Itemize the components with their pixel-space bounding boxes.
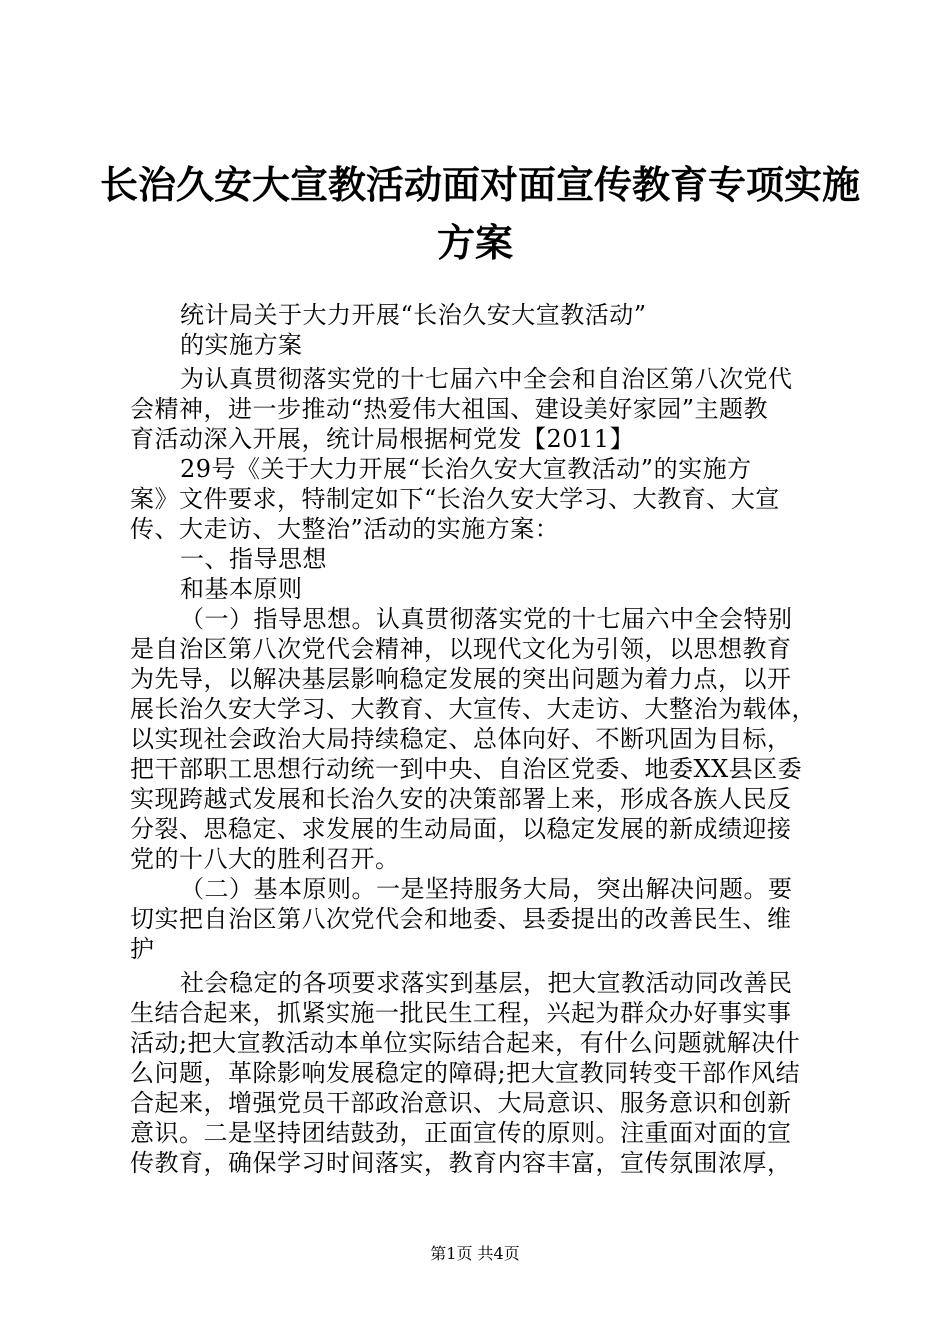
- text-line: 案》文件要求，特制定如下“长治久安大学习、大教育、大宣: [130, 485, 780, 513]
- text-line: 以实现社会政治大局持续稳定、总体向好、不断巩固为目标，: [130, 725, 792, 753]
- text-line: 党的十八大的胜利召开。: [130, 845, 400, 873]
- text-line: 传、大走访、大整治”活动的实施方案：: [130, 515, 560, 543]
- document-title-line-1: 长治久安大宣教活动面对面宣传教育专项实施: [100, 162, 861, 207]
- text-line: 统计局关于大力开展“长治久安大宣教活动”: [180, 301, 647, 329]
- section-heading: 一、指导思想: [180, 545, 327, 573]
- text-line: 是自治区第八次党代会精神，以现代文化为引领，以思想教育: [130, 635, 792, 663]
- text-line: 活动;把大宣教活动本单位实际结合起来，有什么问题就解决什: [130, 1029, 801, 1057]
- text-line: 社会稳定的各项要求落实到基层，把大宣教活动同改善民: [180, 969, 793, 997]
- text-line: 么问题，革除影响发展稳定的障碍;把大宣教同转变干部作风结: [130, 1059, 801, 1087]
- text-line: 会精神，进一步推动“热爱伟大祖国、建设美好家园”主题教: [130, 395, 769, 423]
- text-line: 护: [130, 935, 155, 963]
- text-line: 传教育，确保学习时间落实，教育内容丰富，宣传氛围浓厚，: [130, 1149, 792, 1177]
- text-line: 意识。二是坚持团结鼓劲，正面宣传的原则。注重面对面的宣: [130, 1119, 792, 1147]
- text-line: 实现跨越式发展和长治久安的决策部署上来，形成各族人民反: [130, 785, 792, 813]
- text-line: （一）指导思想。认真贯彻落实党的十七届六中全会特别: [180, 605, 793, 633]
- text-line: 为认真贯彻落实党的十七届六中全会和自治区第八次党代: [180, 365, 793, 393]
- text-line: 合起来，增强党员干部政治意识、大局意识、服务意识和创新: [130, 1089, 792, 1117]
- text-line: 的实施方案: [180, 331, 303, 359]
- text-line: 把干部职工思想行动统一到中央、自治区党委、地委XX县区委: [130, 755, 803, 783]
- section-heading: 和基本原则: [180, 575, 303, 603]
- text-line: 展长治久安大学习、大教育、大宣传、大走访、大整治为载体，: [130, 695, 816, 723]
- text-line: 29号《关于大力开展“长治久安大宣教活动”的实施方: [180, 455, 752, 483]
- text-line: （二）基本原则。一是坚持服务大局，突出解决问题。要: [180, 875, 793, 903]
- text-line: 切实把自治区第八次党代会和地委、县委提出的改善民生、维: [130, 905, 792, 933]
- text-line: 为先导，以解决基层影响稳定发展的突出问题为着力点，以开: [130, 665, 792, 693]
- text-line: 分裂、思稳定、求发展的生动局面，以稳定发展的新成绩迎接: [130, 815, 792, 843]
- document-title-line-2: 方案: [436, 220, 513, 265]
- text-line: 生结合起来，抓紧实施一批民生工程，兴起为群众办好事实事: [130, 999, 792, 1027]
- text-line: 育活动深入开展，统计局根据柯党发【2011】: [130, 425, 635, 453]
- page-footer: 第1页 共4页: [430, 1244, 520, 1263]
